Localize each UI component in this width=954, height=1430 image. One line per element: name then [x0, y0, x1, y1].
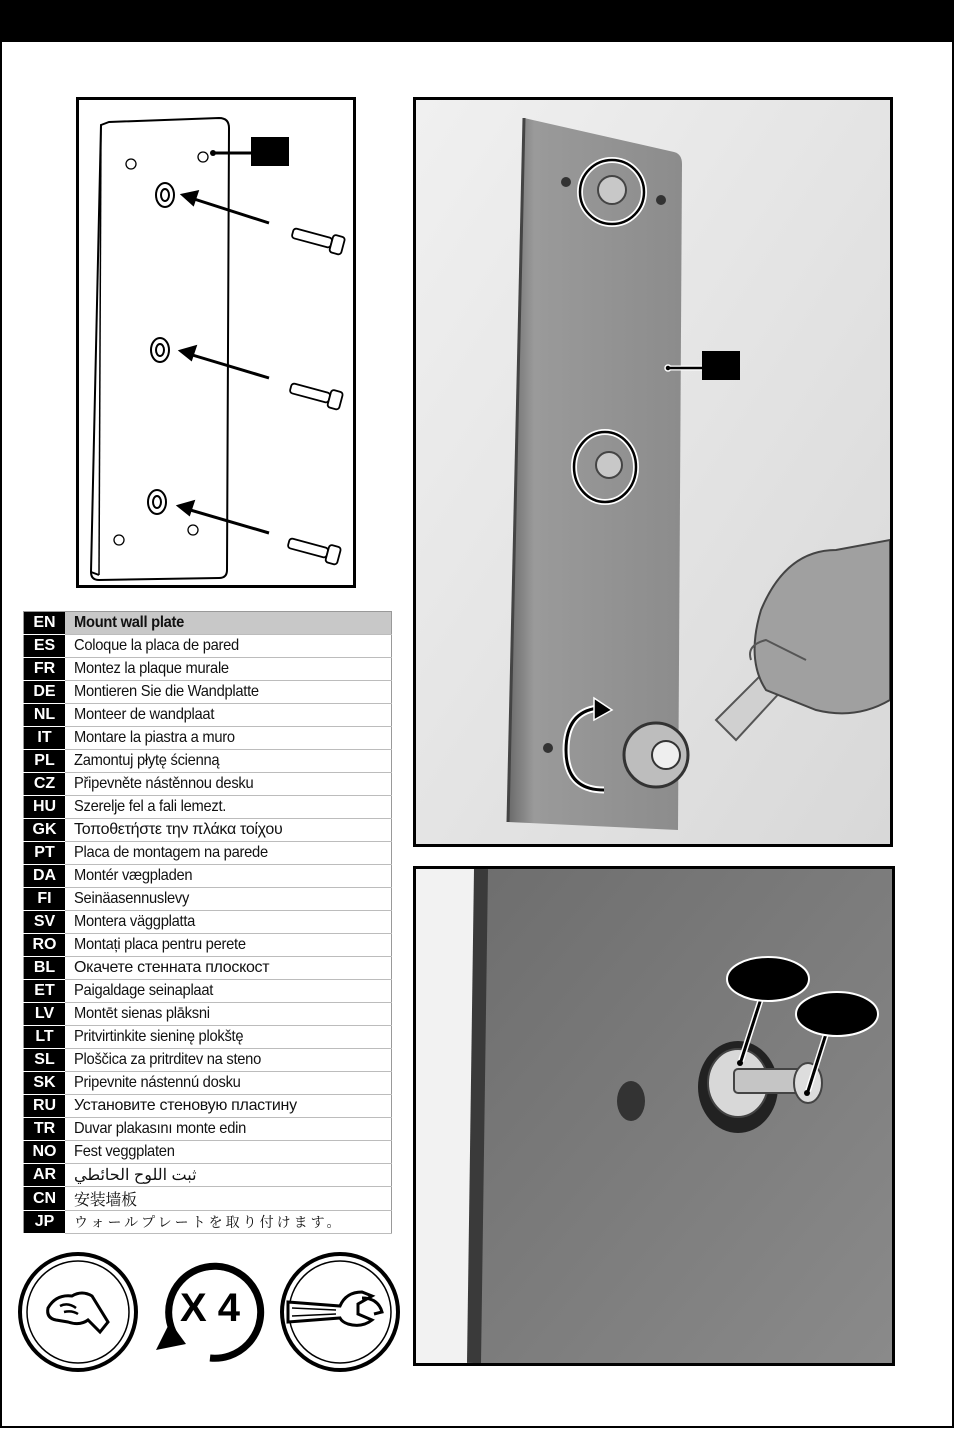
language-row-hu	[24, 796, 392, 819]
language-text-value: Paigaldage seinaplaat	[74, 982, 214, 999]
language-text	[65, 796, 392, 819]
language-code: NO	[24, 1141, 66, 1164]
language-text-value: Fest veggplaten	[74, 1143, 175, 1160]
language-row-ru	[24, 1095, 392, 1118]
language-row-no	[24, 1141, 392, 1164]
language-text-value: Monteer de wandplaat	[74, 706, 215, 723]
language-code: PL	[24, 750, 66, 773]
language-row-pl	[24, 750, 392, 773]
language-text-value: Установите стеновую пластину	[74, 1097, 297, 1114]
language-text	[65, 750, 392, 773]
language-text-value: Mount wall plate	[74, 614, 185, 631]
language-text	[65, 1003, 392, 1026]
language-text	[65, 842, 392, 865]
language-row-ar	[24, 1164, 392, 1187]
language-text	[65, 1072, 392, 1095]
language-text-value: Pritvirtinkite sieninę plokštę	[74, 1028, 244, 1045]
language-code: CN	[24, 1187, 66, 1211]
language-text-value: Montați placa pentru perete	[74, 936, 246, 953]
language-text-value: Montieren Sie die Wandplatte	[74, 683, 259, 700]
language-text-value: Připevněte nástěnnou desku	[74, 775, 254, 792]
language-row-fr	[24, 658, 392, 681]
language-code: CZ	[24, 773, 66, 796]
language-text	[65, 612, 392, 635]
language-text	[65, 957, 392, 980]
language-code: FR	[24, 658, 66, 681]
language-text-value: Montér vægpladen	[74, 867, 193, 884]
wrench-icon	[278, 1250, 402, 1374]
language-code: TR	[24, 1118, 66, 1141]
language-row-cz	[24, 773, 392, 796]
language-row-sv	[24, 911, 392, 934]
language-row-da	[24, 865, 392, 888]
language-code: EN	[24, 612, 66, 635]
header-bar	[0, 0, 954, 42]
language-text	[65, 1095, 392, 1118]
language-text-value: Placa de montagem na parede	[74, 844, 268, 861]
language-row-et	[24, 980, 392, 1003]
photo-bolt-closeup	[413, 866, 895, 1366]
language-code: LV	[24, 1003, 66, 1026]
language-text	[65, 1118, 392, 1141]
language-code: ET	[24, 980, 66, 1003]
language-code: PT	[24, 842, 66, 865]
hand-icon	[16, 1250, 140, 1374]
language-text	[65, 934, 392, 957]
language-code: SL	[24, 1049, 66, 1072]
language-row-it	[24, 727, 392, 750]
language-row-en	[24, 612, 392, 635]
language-code: DA	[24, 865, 66, 888]
repeat-count	[148, 1250, 272, 1374]
language-row-pt	[24, 842, 392, 865]
language-text-value: Окачете стенната плоскост	[74, 959, 270, 976]
language-text	[65, 727, 392, 750]
language-text-value: Duvar plakasını monte edin	[74, 1120, 247, 1137]
language-text-value: Szerelje fel a fali lemezt.	[74, 798, 227, 815]
language-code: BL	[24, 957, 66, 980]
assembly-diagram	[76, 97, 356, 588]
language-text	[65, 1141, 392, 1164]
language-code: LT	[24, 1026, 66, 1049]
instruction-icons	[16, 1250, 401, 1375]
language-text-value: Pripevnite nástennú dosku	[74, 1074, 241, 1091]
language-row-ro	[24, 934, 392, 957]
language-row-sl	[24, 1049, 392, 1072]
language-code: FI	[24, 888, 66, 911]
language-text	[65, 635, 392, 658]
language-text-value: Montēt sienas plāksni	[74, 1005, 210, 1022]
language-text	[65, 1187, 392, 1211]
language-text	[65, 865, 392, 888]
language-row-de	[24, 681, 392, 704]
language-text-value: Coloque la placa de pared	[74, 637, 239, 654]
language-row-gk	[24, 819, 392, 842]
language-code: JP	[24, 1211, 66, 1234]
language-row-nl	[24, 704, 392, 727]
language-text	[65, 1049, 392, 1072]
language-text-value: Montera väggplatta	[74, 913, 196, 930]
repeat-count-label: X 4	[179, 1286, 241, 1330]
language-row-lt	[24, 1026, 392, 1049]
language-code: SK	[24, 1072, 66, 1095]
language-text	[65, 1164, 392, 1187]
language-code: HU	[24, 796, 66, 819]
language-code: GK	[24, 819, 66, 842]
language-text	[65, 658, 392, 681]
language-text	[65, 681, 392, 704]
language-row-bl	[24, 957, 392, 980]
language-text-value: Τοποθετήστε την πλάκα τοίχου	[74, 821, 283, 838]
language-text-value: Seinäasennuslevy	[74, 890, 190, 907]
language-text	[65, 980, 392, 1003]
language-text	[65, 773, 392, 796]
language-code: RO	[24, 934, 66, 957]
language-code: AR	[24, 1164, 66, 1187]
language-code: RU	[24, 1095, 66, 1118]
language-text	[65, 704, 392, 727]
language-row-lv	[24, 1003, 392, 1026]
wall-plate-drawing	[91, 118, 229, 580]
language-code: NL	[24, 704, 66, 727]
language-code: ES	[24, 635, 66, 658]
language-code: DE	[24, 681, 66, 704]
language-text	[65, 1211, 392, 1234]
language-table	[23, 611, 392, 1234]
language-row-tr	[24, 1118, 392, 1141]
language-text	[65, 911, 392, 934]
language-text-value: ウォールプレートを取り付けます。	[74, 1215, 344, 1231]
language-row-cn	[24, 1187, 392, 1211]
language-text-value: Zamontuj płytę ścienną	[74, 752, 220, 769]
language-row-es	[24, 635, 392, 658]
language-text	[65, 888, 392, 911]
bolts	[286, 224, 345, 565]
language-text-value: ثبت اللوح الحائطي	[74, 1167, 197, 1184]
language-code: IT	[24, 727, 66, 750]
language-text-value: 安装墙板	[74, 1192, 137, 1209]
language-text-value: Montare la piastra a muro	[74, 729, 235, 746]
language-row-fi	[24, 888, 392, 911]
language-text-value: Montez la plaque murale	[74, 660, 229, 677]
language-text-value: Ploščica za pritrditev na steno	[74, 1051, 261, 1068]
language-text	[65, 819, 392, 842]
language-code: SV	[24, 911, 66, 934]
language-row-sk	[24, 1072, 392, 1095]
language-text	[65, 1026, 392, 1049]
language-row-jp	[24, 1211, 392, 1234]
photo-plate-on-wall	[413, 97, 893, 847]
wall-plate-photo	[475, 869, 892, 1363]
